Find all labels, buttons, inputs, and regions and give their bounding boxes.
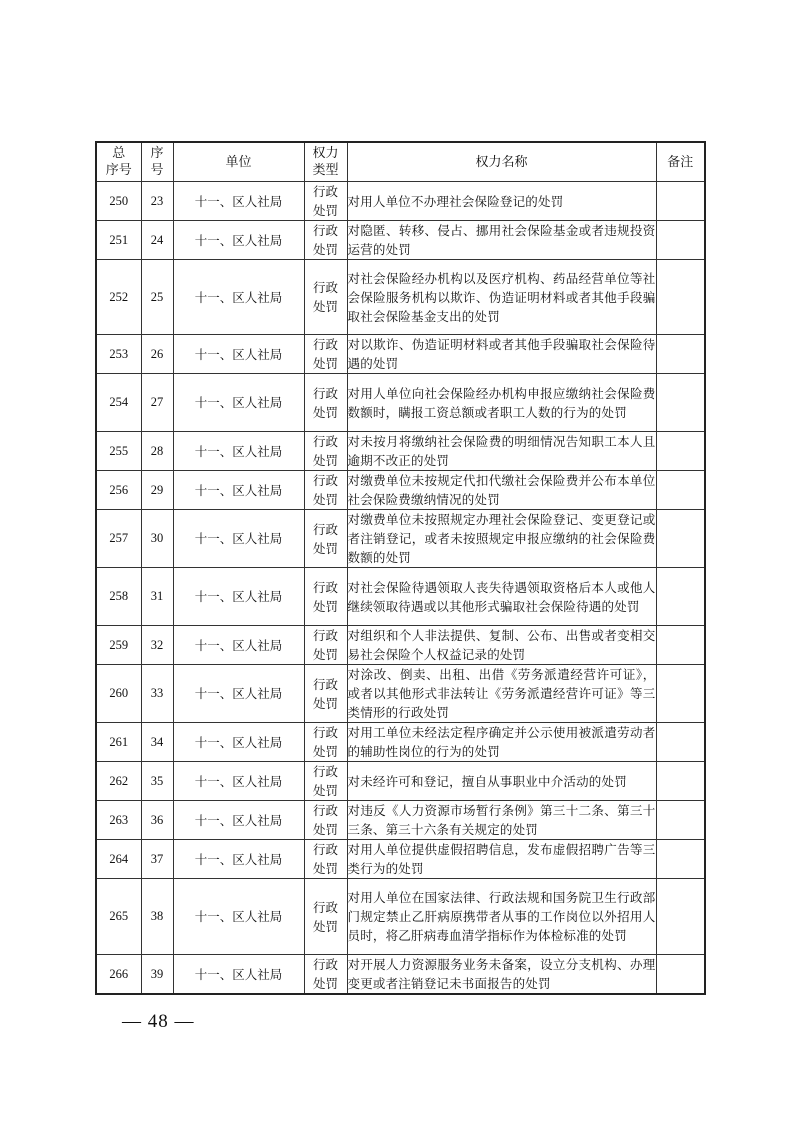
note-cell [656,471,705,510]
seq-no-cell: 23 [141,182,173,221]
power-name-cell: 对未按月将缴纳社会保险费的明细情况告知职工本人且逾期不改正的处罚 [347,432,656,471]
unit-cell: 十一、区人社局 [173,510,304,568]
unit-cell: 十一、区人社局 [173,626,304,665]
power-type-cell: 行政 处罚 [304,432,347,471]
seq-no-cell: 34 [141,723,173,762]
total-no-cell: 266 [96,955,141,995]
power-name-cell: 对用人单位向社会保险经办机构申报应缴纳社会保险费数额时，瞒报工资总额或者职工人数的行为的处罚 [347,374,656,432]
table-row [96,955,705,995]
seq-no-cell: 27 [141,374,173,432]
total-no-cell: 265 [96,879,141,955]
power-type-cell: 行政 处罚 [304,510,347,568]
table-row [96,723,705,762]
power-name-cell: 对开展人力资源服务业务未备案，设立分支机构、办理变更或者注销登记未书面报告的处罚 [347,955,656,995]
unit-cell: 十一、区人社局 [173,879,304,955]
total-no-cell: 259 [96,626,141,665]
total-no-cell: 260 [96,665,141,723]
table-row [96,260,705,335]
total-no-cell: 256 [96,471,141,510]
note-cell [656,335,705,374]
total-no-cell: 257 [96,510,141,568]
table-row [96,665,705,723]
note-cell [656,568,705,626]
note-cell [656,801,705,840]
header-note-label: 备注 [667,154,694,170]
power-type-cell: 行政 处罚 [304,471,347,510]
power-name-cell: 对涂改、倒卖、出租、出借《劳务派遣经营许可证》，或者以其他形式非法转让《劳务派遣经营许可证》等三类情形的行政处罚 [347,665,656,723]
header-power-type-label: 权力 类型 [312,146,339,178]
seq-no-cell: 29 [141,471,173,510]
seq-no-cell: 38 [141,879,173,955]
power-name-cell: 对未经许可和登记，擅自从事职业中介活动的处罚 [347,762,656,801]
table-row [96,374,705,432]
power-name-cell: 对用人单位提供虚假招聘信息，发布虚假招聘广告等三类行为的处罚 [347,840,656,879]
header-seq-no-label: 序 号 [150,146,164,178]
note-cell [656,955,705,995]
unit-cell: 十一、区人社局 [173,221,304,260]
table-row [96,221,705,260]
total-no-cell: 264 [96,840,141,879]
seq-no-cell: 36 [141,801,173,840]
table-header-row [96,142,705,182]
power-type-cell: 行政 处罚 [304,801,347,840]
table-row [96,510,705,568]
seq-no-cell: 24 [141,221,173,260]
unit-cell: 十一、区人社局 [173,432,304,471]
power-type-cell: 行政 处罚 [304,626,347,665]
power-type-cell: 行政 处罚 [304,879,347,955]
header-total-no [96,142,141,182]
note-cell [656,510,705,568]
power-type-cell: 行政 处罚 [304,762,347,801]
table-row [96,801,705,840]
unit-cell: 十一、区人社局 [173,182,304,221]
note-cell [656,762,705,801]
total-no-cell: 252 [96,260,141,335]
power-name-cell: 对社会保险经办机构以及医疗机构、药品经营单位等社会保险服务机构以欺诈、伪造证明材料或者其他手段骗取社会保险基金支出的处罚 [347,260,656,335]
seq-no-cell: 26 [141,335,173,374]
seq-no-cell: 39 [141,955,173,995]
total-no-cell: 250 [96,182,141,221]
total-no-cell: 251 [96,221,141,260]
table-row [96,471,705,510]
table-row [96,568,705,626]
power-type-cell: 行政 处罚 [304,182,347,221]
table-row [96,840,705,879]
note-cell [656,665,705,723]
total-no-cell: 262 [96,762,141,801]
unit-cell: 十一、区人社局 [173,840,304,879]
note-cell [656,626,705,665]
unit-cell: 十一、区人社局 [173,335,304,374]
unit-cell: 十一、区人社局 [173,260,304,335]
table-body [96,182,705,995]
total-no-cell: 258 [96,568,141,626]
power-type-cell: 行政 处罚 [304,665,347,723]
unit-cell: 十一、区人社局 [173,374,304,432]
header-power-name [347,142,656,182]
power-name-cell: 对违反《人力资源市场暂行条例》第三十二条、第三十三条、第三十六条有关规定的处罚 [347,801,656,840]
header-unit [173,142,304,182]
table-row [96,879,705,955]
note-cell [656,432,705,471]
note-cell [656,182,705,221]
header-power-type [304,142,347,182]
header-seq-no [141,142,173,182]
note-cell [656,840,705,879]
page-number: — 48 — [122,1011,195,1032]
note-cell [656,221,705,260]
seq-no-cell: 28 [141,432,173,471]
total-no-cell: 253 [96,335,141,374]
note-cell [656,260,705,335]
total-no-cell: 263 [96,801,141,840]
power-type-cell: 行政 处罚 [304,335,347,374]
power-type-cell: 行政 处罚 [304,221,347,260]
table-row [96,762,705,801]
power-name-cell: 对以欺诈、伪造证明材料或者其他手段骗取社会保险待遇的处罚 [347,335,656,374]
header-total-no-label: 总 序号 [105,146,132,178]
unit-cell: 十一、区人社局 [173,665,304,723]
seq-no-cell: 32 [141,626,173,665]
power-name-cell: 对社会保险待遇领取人丧失待遇领取资格后本人或他人继续领取待遇或以其他形式骗取社会保险待遇的处罚 [347,568,656,626]
total-no-cell: 261 [96,723,141,762]
power-name-cell: 对用工单位未经法定程序确定并公示使用被派遣劳动者的辅助性岗位的行为的处罚 [347,723,656,762]
power-type-cell: 行政 处罚 [304,840,347,879]
seq-no-cell: 33 [141,665,173,723]
seq-no-cell: 25 [141,260,173,335]
power-name-cell: 对缴费单位未按规定代扣代缴社会保险费并公布本单位社会保险费缴纳情况的处罚 [347,471,656,510]
header-unit-label: 单位 [225,154,252,170]
unit-cell: 十一、区人社局 [173,955,304,995]
total-no-cell: 255 [96,432,141,471]
seq-no-cell: 35 [141,762,173,801]
note-cell [656,374,705,432]
seq-no-cell: 31 [141,568,173,626]
unit-cell: 十一、区人社局 [173,723,304,762]
power-name-cell: 对缴费单位未按照规定办理社会保险登记、变更登记或者注销登记，或者未按照规定申报应缴纳的社会保险费数额的处罚 [347,510,656,568]
power-name-cell: 对隐匿、转移、侵占、挪用社会保险基金或者违规投资运营的处罚 [347,221,656,260]
seq-no-cell: 30 [141,510,173,568]
power-list-table [95,141,706,995]
table-row [96,182,705,221]
table-row [96,626,705,665]
power-type-cell: 行政 处罚 [304,723,347,762]
seq-no-cell: 37 [141,840,173,879]
power-type-cell: 行政 处罚 [304,955,347,995]
unit-cell: 十一、区人社局 [173,568,304,626]
note-cell [656,879,705,955]
unit-cell: 十一、区人社局 [173,762,304,801]
power-name-cell: 对组织和个人非法提供、复制、公布、出售或者变相交易社会保险个人权益记录的处罚 [347,626,656,665]
power-name-cell: 对用人单位不办理社会保险登记的处罚 [347,182,656,221]
unit-cell: 十一、区人社局 [173,471,304,510]
power-type-cell: 行政 处罚 [304,568,347,626]
table-row [96,335,705,374]
header-power-name-label: 权力名称 [475,154,528,170]
header-note [656,142,705,182]
power-name-cell: 对用人单位在国家法律、行政法规和国务院卫生行政部门规定禁止乙肝病原携带者从事的工作岗位以外招用人员时，将乙肝病毒血清学指标作为体检标准的处罚 [347,879,656,955]
table-row [96,432,705,471]
total-no-cell: 254 [96,374,141,432]
power-type-cell: 行政 处罚 [304,260,347,335]
power-type-cell: 行政 处罚 [304,374,347,432]
unit-cell: 十一、区人社局 [173,801,304,840]
note-cell [656,723,705,762]
